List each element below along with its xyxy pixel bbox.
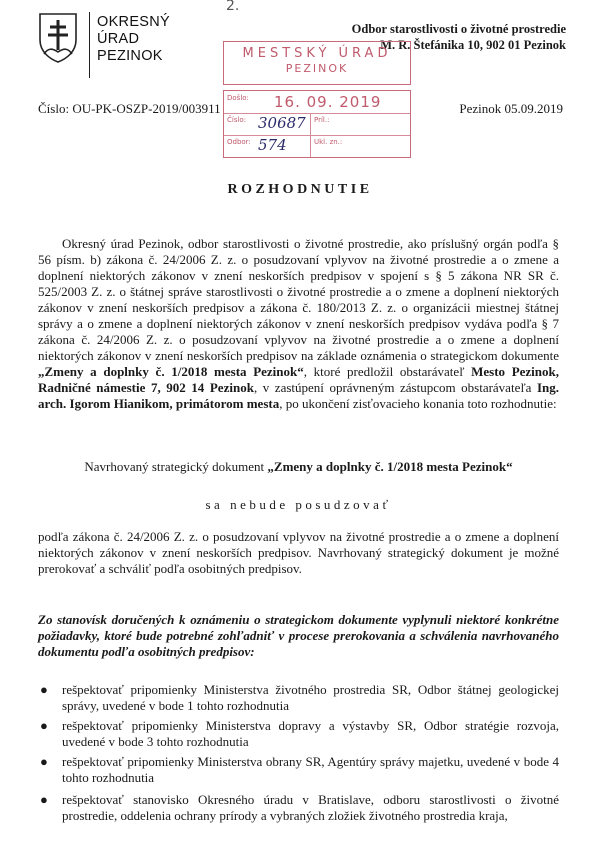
coat-of-arms-icon bbox=[38, 12, 78, 64]
stamp-number-row bbox=[224, 113, 410, 136]
office-line-2: ÚRAD bbox=[97, 31, 140, 47]
stamp-line-1: MESTSKÝ ÚRAD bbox=[242, 46, 392, 61]
stamp-date-row bbox=[224, 91, 410, 114]
reference-number: Číslo: OU-PK-OSZP-2019/003911 bbox=[38, 101, 221, 116]
document-name: „Zmeny a doplnky č. 1/2018 mesta Pezinok“ bbox=[38, 364, 304, 379]
ulozenie-label: Ukl. zn.: bbox=[314, 138, 343, 146]
place-date: Pezinok 05.09.2019 bbox=[459, 101, 563, 116]
paragraph-requirements: Zo stanovísk doručených k oznámeniu o strategickom dokumente vyplynuli niektoré konkrétne požiadavky, ktoré bude potrebné zohľadniť v procese prerokovania a schválenia navrhovaného dokumentu podľa osobitných predpisov: bbox=[38, 612, 559, 659]
date-label: Došlo: bbox=[227, 94, 249, 102]
department-name: Odbor starostlivosti o životné prostredie bbox=[351, 22, 566, 36]
cislo-value: 30687 bbox=[258, 114, 306, 132]
date-value: 16. 09. 2019 bbox=[274, 93, 382, 111]
office-line-3: PEZINOK bbox=[97, 48, 163, 64]
requirements-list: ● rešpektovať pripomienky Ministerstva životného prostredia SR, Odbor štátnej geologickej správy, uvedené v bode 1 tohto rozhodnutia ● rešpektovať pripomienky Ministerstva dopravy a výstavby SR, Odbor stratégie rozvoja, uvedené v bode 3 tohto rozhodnutia ● rešpektovať pripomienky Ministerstva obrany SR, Agentúry správy majetku, uvedené v bode 4 tohto rozhodnutia ● rešpektovať stanovisko Okresného úradu v Bratislave, odboru starostlivosti o životné prostredie, oddelenia ochrany prírody a vybraných zložiek životného prostredia kraja, bbox=[40, 682, 559, 823]
document-title: ROZHODNUTIE bbox=[227, 182, 373, 197]
paragraph-intro: Okresný úrad Pezinok, odbor starostlivosti o životné prostredie, ako príslušný orgán podľa § 56 písm. b) zákona č. 24/2006 Z. z. o posudzovaní vplyvov na životné prostredie a o zmene a doplnení niektorých zákonov v znení neskorších predpisov v spojení s § 5 zákona NR SR č. 525/2003 Z. z. o štátnej správe starostlivosti o životné prostredie a o zmene a doplnení niektorých zákonov v znení neskorších predpisov a zákona č. 180/2013 Z. z. o organizácii miestnej štátnej správy a o zmene a doplnení niektorých zákonov v znení neskorších predpisov vydáva podľa § 7 zákona č. 24/2006 Z. z. o posudzovaní vplyvov na životné prostredie a o zmene a doplnení niektorých zákonov v znení neskorších predpisov na základe oznámenia o strategickom dokumente „Zmeny a doplnky č. 1/2018 mesta Pezinok“, ktoré predložil obstarávateľ Mesto Pezinok, Radničné námestie 7, 902 14 Pezinok, v zastúpení oprávneným zástupcom obstarávateľa Ing. arch. Igorom Hianikom, primátorom mesta, po ukončení zisťovacieho konania toto rozhodnutie: bbox=[38, 236, 559, 411]
paragraph-proposal: Navrhovaný strategický dokument „Zmeny a doplnky č. 1/2018 mesta Pezinok“ bbox=[84, 459, 513, 474]
registration-stamp bbox=[223, 90, 411, 158]
paragraph-legal-basis: podľa zákona č. 24/2006 Z. z. o posudzovaní vplyvov na životné prostredie a o zmene a doplnení niektorých zákonov v znení neskorších predpisov. Navrhovaný strategický dokument je možné prerokovať a schváliť podľa osobitných predpisov. bbox=[38, 529, 559, 576]
document-name-2: „Zmeny a doplnky č. 1/2018 mesta Pezinok“ bbox=[267, 459, 513, 474]
received-stamp bbox=[223, 41, 411, 85]
representative: Ing. arch. Igorom Hianikom, primátorom mesta bbox=[38, 380, 559, 411]
odbor-label: Odbor: bbox=[227, 138, 251, 146]
submitter: Mesto Pezinok, Radničné námestie 7, 902 14 Pezinok bbox=[38, 364, 559, 395]
odbor-value: 574 bbox=[258, 136, 287, 154]
stamp-odbor-row bbox=[224, 135, 410, 157]
header-divider bbox=[89, 12, 90, 78]
prilohy-label: Príl.: bbox=[314, 116, 330, 124]
office-name bbox=[97, 14, 170, 65]
office-line-1: OKRESNÝ bbox=[97, 14, 171, 30]
stamp-line-2: PEZINOK bbox=[285, 62, 349, 75]
cislo-label: Číslo: bbox=[227, 116, 247, 124]
verdict: sa nebude posudzovať bbox=[205, 497, 392, 512]
handwritten-mark: 2. bbox=[226, 0, 240, 14]
department-address: M. R. Štefánika 10, 902 01 Pezinok bbox=[380, 38, 566, 52]
